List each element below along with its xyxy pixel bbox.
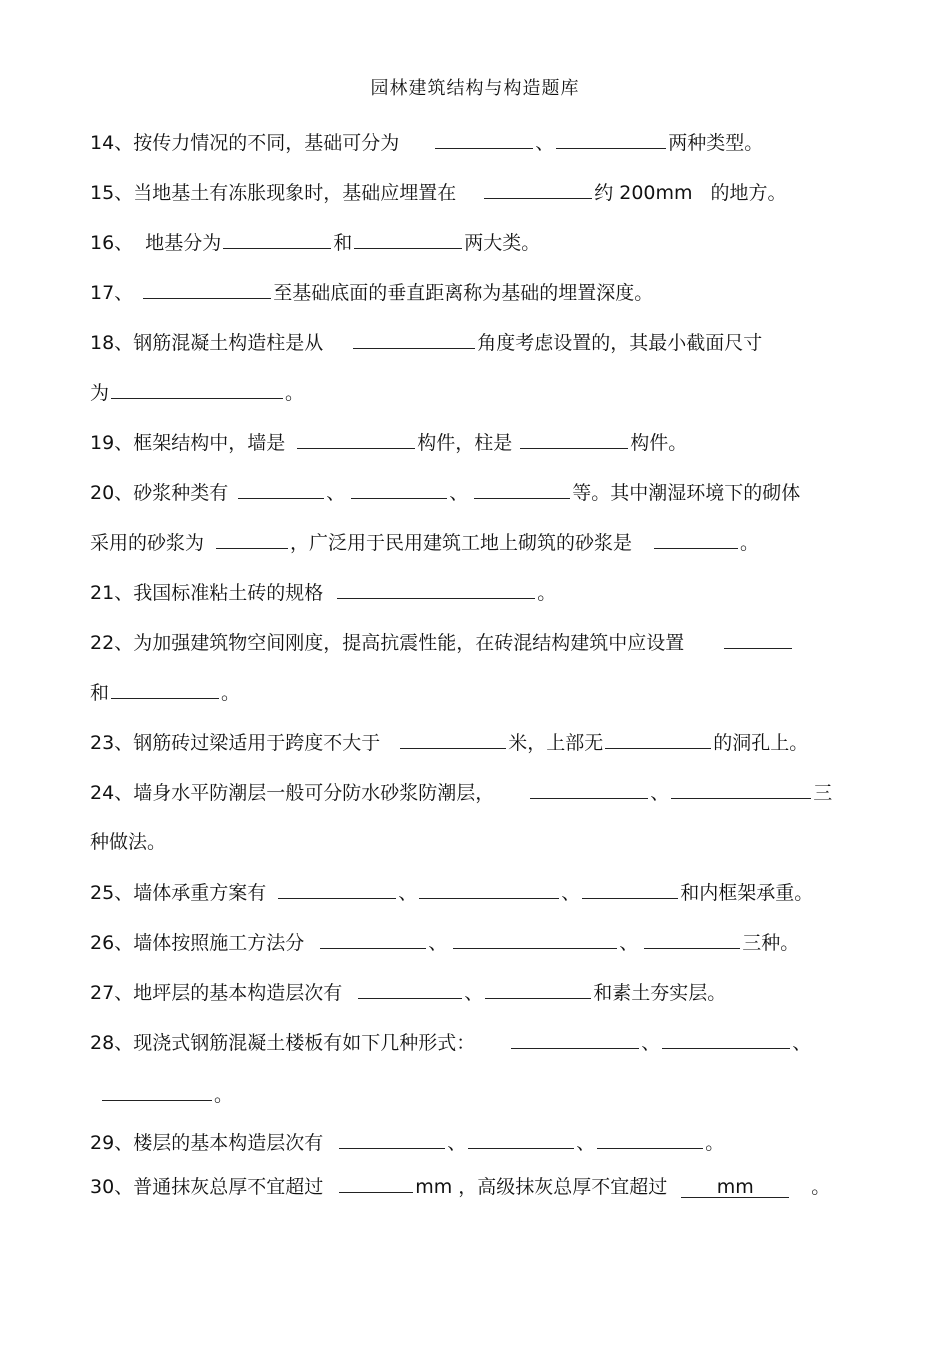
answer-blank[interactable] bbox=[143, 278, 271, 299]
question-text: 三种。 bbox=[742, 932, 800, 954]
answer-blank[interactable] bbox=[223, 228, 331, 249]
separator: 、 bbox=[447, 1132, 467, 1154]
question-text: 的洞孔上。 bbox=[713, 732, 809, 754]
separator: 、 bbox=[561, 882, 581, 904]
question-text: 为 bbox=[90, 382, 110, 404]
answer-blank[interactable] bbox=[556, 128, 666, 149]
question-text: 、当地基土有冻胀现象时，基础应埋置在 bbox=[114, 182, 457, 204]
question-24-cont bbox=[90, 828, 166, 856]
separator: 、 bbox=[449, 482, 469, 504]
question-text: ，广泛用于民用建筑工地上砌筑的砂浆是 bbox=[290, 532, 633, 554]
question-number: 23 bbox=[90, 732, 115, 754]
answer-blank[interactable] bbox=[435, 128, 533, 149]
question-text: 、为加强建筑物空间刚度，提高抗震性能，在砖混结构建筑中应设置 bbox=[114, 632, 685, 654]
answer-blank[interactable] bbox=[474, 478, 570, 499]
question-number: 18 bbox=[90, 332, 115, 354]
question-23 bbox=[90, 728, 808, 756]
question-text: 、砂浆种类有 bbox=[114, 482, 229, 504]
question-text: 构件，柱是 bbox=[417, 432, 513, 454]
question-number: 24 bbox=[90, 782, 115, 804]
answer-blank[interactable] bbox=[297, 428, 415, 449]
separator: 、 bbox=[428, 932, 448, 954]
separator: 、 bbox=[619, 932, 639, 954]
question-text: 、墙身水平防潮层一般可分防水砂浆防潮层， bbox=[114, 782, 495, 804]
answer-blank[interactable] bbox=[671, 778, 811, 799]
question-24 bbox=[90, 778, 832, 806]
question-text: 和 bbox=[90, 682, 110, 704]
answer-blank[interactable] bbox=[654, 528, 738, 549]
question-18-cont bbox=[90, 378, 304, 406]
question-text: 、按传力情况的不同，基础可分为 bbox=[114, 132, 400, 154]
answer-blank[interactable] bbox=[530, 778, 648, 799]
question-text: 的地方。 bbox=[710, 182, 787, 204]
question-text: 。 bbox=[214, 1084, 234, 1106]
separator: 、 bbox=[535, 132, 555, 154]
answer-blank[interactable] bbox=[337, 578, 535, 599]
question-27 bbox=[90, 978, 726, 1006]
question-text: 。 bbox=[811, 1176, 831, 1198]
question-number: 14 bbox=[90, 132, 115, 154]
separator: 、 bbox=[576, 1132, 596, 1154]
question-number: 16 bbox=[90, 232, 115, 254]
answer-blank[interactable] bbox=[216, 528, 288, 549]
question-number: 21 bbox=[90, 582, 115, 604]
question-20 bbox=[90, 478, 800, 506]
separator: 、 bbox=[464, 982, 484, 1004]
question-18 bbox=[90, 328, 762, 356]
question-text: 至基础底面的垂直距离称为基础的埋置深度。 bbox=[273, 282, 654, 304]
question-22 bbox=[90, 628, 794, 656]
question-29 bbox=[90, 1128, 724, 1156]
question-number: 30 bbox=[90, 1176, 115, 1198]
question-text: 角度考虑设置的，其最小截面尺寸 bbox=[477, 332, 763, 354]
question-text: 、框架结构中，墙是 bbox=[114, 432, 286, 454]
answer-blank[interactable] bbox=[511, 1028, 639, 1049]
answer-blank[interactable] bbox=[339, 1128, 445, 1149]
question-text: 。 bbox=[285, 382, 305, 404]
question-text: 、墙体承重方案有 bbox=[114, 882, 267, 904]
question-text: 、钢筋混凝土构造柱是从 bbox=[114, 332, 324, 354]
question-text: 三 bbox=[813, 782, 833, 804]
answer-blank[interactable] bbox=[520, 428, 628, 449]
question-number: 19 bbox=[90, 432, 115, 454]
separator: 、 bbox=[792, 1032, 812, 1054]
separator: 、 bbox=[641, 1032, 661, 1054]
question-text: 采用的砂浆为 bbox=[90, 532, 205, 554]
question-text: 。 bbox=[705, 1132, 725, 1154]
question-text: 种做法。 bbox=[90, 831, 167, 853]
answer-blank[interactable] bbox=[582, 878, 678, 899]
question-text: 约 200mm bbox=[594, 182, 693, 204]
question-text: mm ，高级抹灰总厚不宜超过 bbox=[415, 1176, 668, 1198]
question-19 bbox=[90, 428, 687, 456]
separator: 、 bbox=[398, 882, 418, 904]
question-14 bbox=[90, 128, 763, 156]
answer-blank[interactable] bbox=[351, 478, 447, 499]
answer-blank[interactable] bbox=[644, 928, 740, 949]
question-text: 构件。 bbox=[630, 432, 688, 454]
question-26 bbox=[90, 928, 799, 956]
question-text: 、钢筋砖过梁适用于跨度不大于 bbox=[114, 732, 381, 754]
question-text: 。 bbox=[537, 582, 557, 604]
question-text: 、 bbox=[114, 282, 134, 304]
question-text: 两种类型。 bbox=[668, 132, 764, 154]
answer-blank[interactable] bbox=[453, 928, 617, 949]
answer-blank[interactable] bbox=[358, 978, 462, 999]
question-text: 、 bbox=[114, 232, 134, 254]
answer-blank[interactable] bbox=[468, 1128, 574, 1149]
question-25 bbox=[90, 878, 813, 906]
answer-blank[interactable] bbox=[238, 478, 324, 499]
question-text: 、楼层的基本构造层次有 bbox=[114, 1132, 324, 1154]
answer-blank-filled[interactable]: mm bbox=[681, 1177, 789, 1198]
question-number: 28 bbox=[90, 1032, 115, 1054]
answer-blank[interactable] bbox=[419, 878, 559, 899]
answer-blank[interactable] bbox=[102, 1080, 212, 1101]
question-22-cont bbox=[90, 678, 240, 706]
question-number: 25 bbox=[90, 882, 115, 904]
question-text: 、我国标准粘土砖的规格 bbox=[114, 582, 324, 604]
answer-blank[interactable] bbox=[724, 628, 792, 649]
answer-blank[interactable] bbox=[485, 978, 591, 999]
answer-blank[interactable] bbox=[605, 728, 711, 749]
question-text: 、现浇式钢筋混凝土楼板有如下几种形式： bbox=[114, 1032, 476, 1054]
question-text: 。 bbox=[221, 682, 241, 704]
answer-blank[interactable] bbox=[662, 1028, 790, 1049]
question-28-cont bbox=[100, 1080, 233, 1108]
answer-blank[interactable] bbox=[354, 228, 462, 249]
question-number: 17 bbox=[90, 282, 115, 304]
question-text: 。 bbox=[740, 532, 760, 554]
question-number: 22 bbox=[90, 632, 115, 654]
answer-blank[interactable] bbox=[400, 728, 506, 749]
question-28 bbox=[90, 1028, 811, 1056]
answer-blank[interactable] bbox=[339, 1172, 413, 1193]
question-15 bbox=[90, 178, 787, 206]
separator: 、 bbox=[326, 482, 346, 504]
separator: 和 bbox=[333, 232, 353, 254]
answer-blank[interactable] bbox=[353, 328, 475, 349]
question-20-cont bbox=[90, 528, 759, 556]
answer-blank[interactable] bbox=[597, 1128, 703, 1149]
question-number: 27 bbox=[90, 982, 115, 1004]
question-text: 地基分为 bbox=[145, 232, 222, 254]
question-number: 29 bbox=[90, 1132, 115, 1154]
question-17 bbox=[90, 278, 653, 306]
separator: 、 bbox=[650, 782, 670, 804]
question-21 bbox=[90, 578, 556, 606]
question-number: 15 bbox=[90, 182, 115, 204]
question-text: 、地坪层的基本构造层次有 bbox=[114, 982, 343, 1004]
question-text: 两大类。 bbox=[464, 232, 541, 254]
question-text: 等。其中潮湿环境下的砌体 bbox=[572, 482, 801, 504]
question-16 bbox=[90, 228, 540, 256]
answer-blank[interactable] bbox=[111, 378, 283, 399]
question-number: 26 bbox=[90, 932, 115, 954]
question-text: 米，上部无 bbox=[508, 732, 604, 754]
answer-blank[interactable] bbox=[320, 928, 426, 949]
question-text: 和内框架承重。 bbox=[680, 882, 814, 904]
question-text: 、墙体按照施工方法分 bbox=[114, 932, 305, 954]
answer-blank[interactable] bbox=[278, 878, 396, 899]
answer-blank[interactable] bbox=[111, 678, 219, 699]
answer-blank[interactable] bbox=[484, 178, 592, 199]
question-text: 、普通抹灰总厚不宜超过 bbox=[114, 1176, 324, 1198]
page-title: 园林建筑结构与构造题库 bbox=[370, 78, 580, 99]
question-text: 和素土夯实层。 bbox=[593, 982, 727, 1004]
question-number: 20 bbox=[90, 482, 115, 504]
question-30 bbox=[90, 1172, 830, 1200]
